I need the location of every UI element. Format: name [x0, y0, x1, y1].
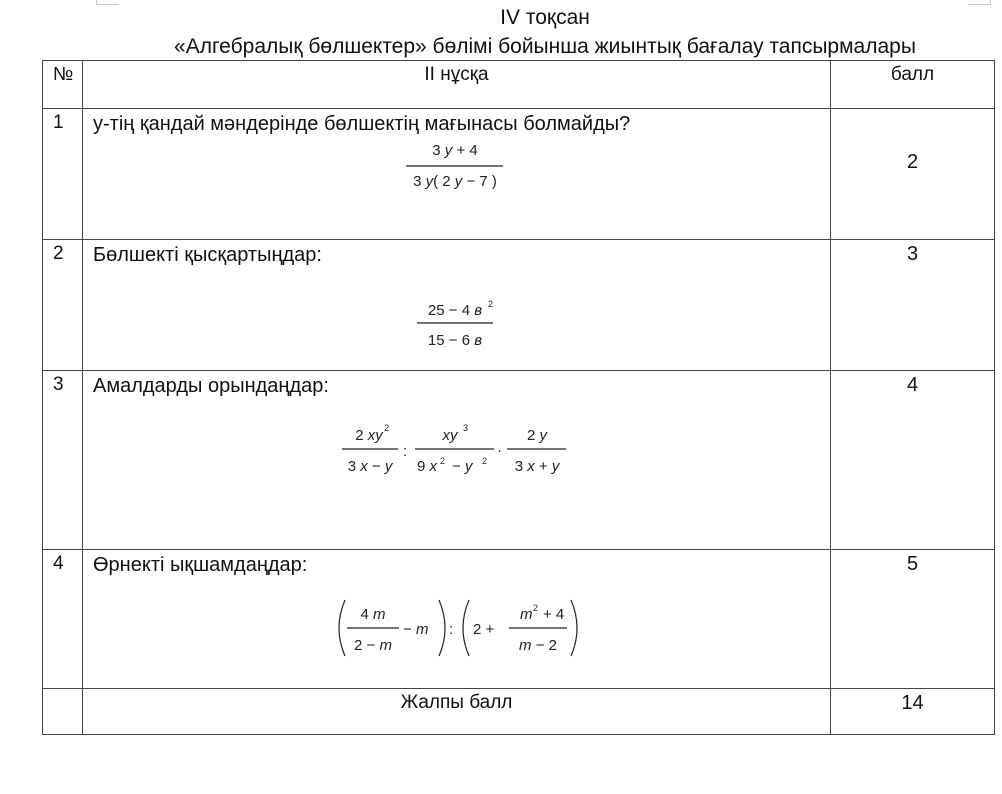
svg-text:2 xy: 2 xy: [355, 427, 383, 444]
svg-text:3 y( 2 y − 7 ): 3 y( 2 y − 7 ): [413, 173, 497, 190]
total-row: [43, 689, 995, 735]
page-corner-mark-right: [968, 0, 991, 5]
total-label: Жалпы балл: [83, 689, 831, 735]
header-variant: ІІ нұсқа: [83, 61, 831, 109]
task-number: 2: [43, 240, 83, 371]
table-row: [43, 240, 995, 371]
fraction-formula-3: [83, 398, 828, 498]
task-score: 5: [831, 550, 995, 689]
svg-text:25 − 4 в: 25 − 4 в: [427, 302, 483, 319]
svg-text:2: 2: [482, 456, 488, 466]
svg-text:2 y: 2 y: [526, 427, 548, 444]
table-row: [43, 371, 995, 550]
fraction-formula-1: [83, 136, 828, 214]
svg-text:+ 4: + 4: [543, 606, 565, 623]
task-cell: [83, 109, 831, 240]
task-number: 4: [43, 550, 83, 689]
task-number: 1: [43, 109, 83, 240]
svg-text:3 x + y: 3 x + y: [514, 458, 560, 475]
assessment-title: «Алгебралық бөлшектер» бөлімі бойынша жиынтық бағалау тапсырмалары: [174, 35, 916, 58]
header-score: балл: [831, 61, 995, 109]
svg-text:2: 2: [488, 299, 494, 309]
task-text: Амалдарды орындаңдар:: [93, 375, 329, 397]
svg-text:3 y + 4: 3 y + 4: [432, 142, 478, 159]
svg-text::: :: [449, 621, 454, 638]
header-number: №: [43, 61, 83, 109]
fraction-formula-4: [83, 577, 828, 681]
table-header-row: [43, 61, 995, 109]
task-text: Бөлшекті қысқартыңдар:: [93, 244, 322, 266]
svg-text:m − 2: m − 2: [519, 637, 557, 654]
task-number: 3: [43, 371, 83, 550]
svg-text:3 x − y: 3 x − y: [347, 458, 393, 475]
total-number-cell: [43, 689, 83, 735]
svg-text:2 − m: 2 − m: [354, 637, 392, 654]
svg-text:9 x: 9 x: [417, 458, 438, 475]
page-corner-mark-left: [96, 0, 119, 5]
svg-text:15 − 6 в: 15 − 6 в: [427, 332, 483, 349]
svg-text:2: 2: [384, 423, 390, 433]
task-cell: [83, 371, 831, 550]
svg-text:− y: − y: [452, 458, 473, 475]
svg-text:4 m: 4 m: [360, 606, 386, 623]
table-row: [43, 109, 995, 240]
svg-text:xy: xy: [442, 427, 458, 444]
task-text: у-тің қандай мәндерінде бөлшектің мағынасы болмайды?: [93, 113, 631, 135]
fraction-formula-2: [83, 267, 828, 363]
total-score: 14: [831, 689, 995, 735]
task-score: 4: [831, 371, 995, 550]
task-score: 2: [831, 109, 995, 240]
svg-text::: :: [403, 443, 408, 460]
quarter-title: IV тоқсан: [500, 6, 590, 29]
table-row: [43, 550, 995, 689]
task-cell: [83, 240, 831, 371]
svg-text:·: ·: [497, 442, 502, 459]
svg-text:2: 2: [533, 603, 539, 613]
svg-text:− m: − m: [403, 621, 429, 638]
task-score: 3: [831, 240, 995, 371]
svg-text:3: 3: [463, 423, 469, 433]
task-text: Өрнекті ықшамдаңдар:: [93, 554, 308, 576]
svg-text:2: 2: [440, 456, 446, 466]
task-cell: [83, 550, 831, 689]
assessment-table: [42, 60, 995, 735]
svg-text:m: m: [520, 606, 533, 623]
svg-text:2 +: 2 +: [473, 621, 495, 638]
